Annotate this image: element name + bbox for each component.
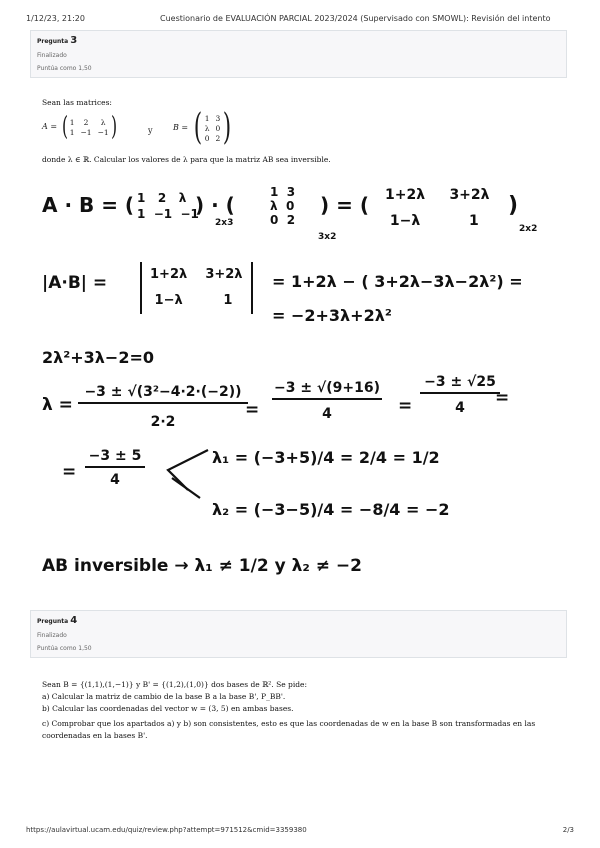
q4-line-5: coordenadas en la bases B'. — [42, 731, 148, 740]
hw-frac1: −3 ± √(3²−4·2·(−2)) 2·2 — [78, 384, 248, 430]
matrix-b-entry: 3 — [215, 113, 221, 123]
question-3-status: Finalizado — [37, 52, 67, 59]
matrix-A: A = ( 1 2 λ 1 −1 −1 ) — [42, 112, 117, 142]
hw-frac4: −3 ± 5 4 — [85, 448, 145, 488]
q4-line-3: b) Calcular las coordenadas del vector w = (3, 5) en ambas bases. — [42, 704, 294, 713]
hw-eq-5: = — [62, 462, 77, 482]
hw-matrix-b: 1 3 λ 0 0 2 — [270, 185, 296, 227]
matrix-A-label: A = — [42, 122, 58, 131]
question-4-label: Pregunta 4 — [37, 615, 78, 626]
hw-det-result: = −2+3λ+2λ² — [272, 306, 392, 325]
question-3-points: Puntúa como 1,50 — [37, 65, 92, 72]
matrix-a-entry: 1 — [69, 127, 75, 137]
question-4-points: Puntúa como 1,50 — [37, 645, 92, 652]
print-title: Cuestionario de EVALUACIÓN PARCIAL 2023/2024 (Supervisado con SMOWL): Revisión del intento — [160, 14, 551, 23]
hw-frac3: −3 ± √25 4 — [420, 374, 500, 416]
hw-det-expansion: = 1+2λ − ( 3+2λ−3λ−2λ²) = — [272, 272, 523, 291]
matrix-B: B = ( 1 3 λ 0 0 2 ) — [173, 107, 232, 148]
q3-intro: Sean las matrices: — [42, 98, 112, 107]
hw-matrix-a: 1 2 λ 1 −1 −1 — [137, 191, 199, 221]
matrix-a-entry: 2 — [83, 117, 89, 127]
hw-ab-label: A · B = ( — [42, 193, 135, 217]
hw-dim-2x3: 2x3 — [215, 218, 234, 228]
hw-close-paren: ) — [508, 193, 519, 218]
matrix-B-label: B = — [173, 123, 189, 132]
matrix-b-entry: λ — [204, 123, 210, 133]
hw-root-1: λ₁ = (−3+5)/4 = 2/4 = 1/2 — [212, 448, 440, 467]
hw-conclusion: AB inversible → λ₁ ≠ 1/2 y λ₂ ≠ −2 — [42, 556, 362, 576]
hw-root-2: λ₂ = (−3−5)/4 = −8/4 = −2 — [212, 500, 450, 519]
footer-url[interactable]: https://aulavirtual.ucam.edu/quiz/review.php?attempt=971512&cmid=3359380 — [26, 826, 307, 834]
hw-matrix-ab: 1+2λ 3+2λ 1−λ 1 — [385, 187, 490, 229]
matrix-a-entry: −1 — [80, 127, 92, 137]
q4-text — [42, 680, 542, 743]
print-datetime: 1/12/23, 21:20 — [26, 14, 85, 23]
question-4-status: Finalizado — [37, 632, 67, 639]
hw-dim-3x2: 3x2 — [318, 232, 337, 242]
footer-page-number: 2/3 — [562, 826, 574, 834]
q3-question: donde λ ∈ ℝ. Calcular los valores de λ para que la matriz AB sea inversible. — [42, 155, 331, 164]
matrix-b-entry: 0 — [215, 123, 221, 133]
hw-det-matrix: 1+2λ 3+2λ 1−λ 1 — [140, 262, 253, 314]
question-4-info — [30, 610, 567, 658]
hw-eq-3: = — [398, 396, 413, 416]
hw-eq-2: = — [245, 400, 260, 420]
question-3-label: Pregunta 3 — [37, 35, 78, 46]
hw-frac2: −3 ± √(9+16) 4 — [273, 380, 381, 422]
matrix-b-entry: 0 — [204, 133, 210, 143]
hw-lambda-eq: λ = — [42, 395, 73, 415]
and-word: y — [148, 126, 153, 135]
matrix-b-entry: 1 — [204, 113, 210, 123]
matrix-a-entry: λ — [100, 117, 106, 127]
matrix-a-entry: 1 — [69, 117, 75, 127]
hw-dim-2x2: 2x2 — [519, 224, 538, 234]
q4-line-2: a) Calcular la matriz de cambio de la base B a la base B', P_BB'. — [42, 692, 286, 701]
matrix-b-entry: 2 — [215, 133, 221, 143]
question-4-number: 4 — [70, 615, 78, 626]
hw-eq-4: = — [495, 388, 510, 408]
q4-line-1: Sean B = {(1,1),(1,−1)} y B' = {(1,2),(1,0)} dos bases de ℝ². Se pide: — [42, 680, 307, 689]
question-3-number: 3 — [70, 35, 78, 46]
hw-det-label: |A·B| = — [42, 273, 108, 293]
hw-eq-open: ) = ( — [320, 193, 369, 217]
print-footer — [26, 826, 574, 834]
q4-line-4: c) Comprobar que los apartados a) y b) son consistentes, esto es que las coordenadas de w en la base B son transformadas en las — [42, 719, 536, 728]
matrix-a-entry: −1 — [97, 127, 109, 137]
hw-dot: ) · ( — [195, 193, 235, 217]
hw-equation: 2λ²+3λ−2=0 — [42, 348, 155, 367]
